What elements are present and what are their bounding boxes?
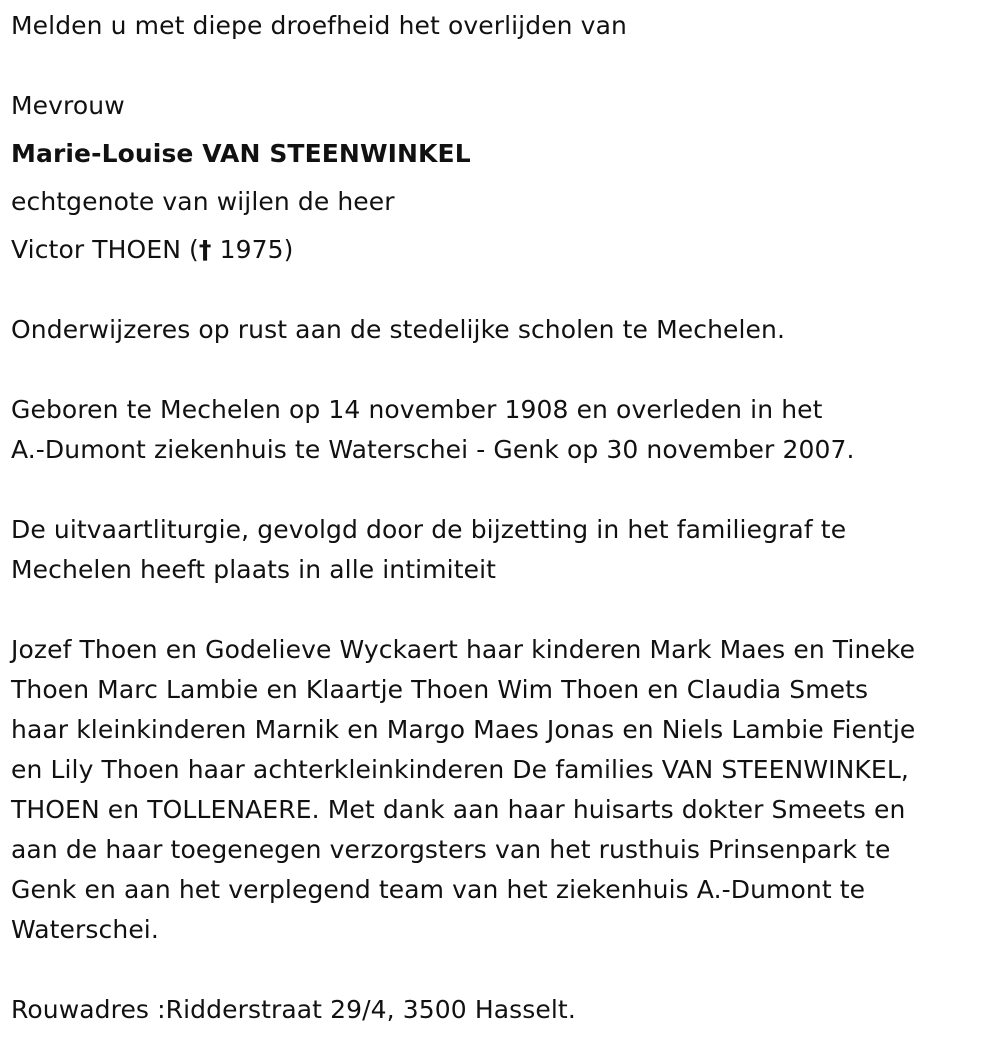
title-text: Mevrouw [11,91,125,120]
spouse-year: 1975) [211,235,294,264]
intro-text: Melden u met diepe droefheid het overlijden van [11,11,627,40]
cross-icon: † [198,235,212,264]
birth-death-line-2: A.-Dumont ziekenhuis te Waterschei - Genk op 30 november 2007. [11,435,855,464]
family-line-2: Thoen Marc Lambie en Klaartje Thoen Wim Thoen en Claudia Smets [11,675,869,704]
spouse-name: Victor THOEN ( [11,235,199,264]
occupation-text: Onderwijzeres op rust aan de stedelijke scholen te Mechelen. [11,315,786,344]
spouse-name-line [11,230,293,270]
family-line-4: en Lily Thoen haar achterkleinkinderen De families VAN STEENWINKEL, [11,755,909,784]
family-line-6: aan de haar toegenegen verzorgsters van het rusthuis Prinsenpark te [11,835,891,864]
family-line-1: Jozef Thoen en Godelieve Wyckaert haar kinderen Mark Maes en Tineke [11,635,916,664]
birth-death-line-1: Geboren te Mechelen op 14 november 1908 en overleden in het [11,395,823,424]
deceased-name: Marie-Louise VAN STEENWINKEL [11,139,471,168]
family-line-7: Genk en aan het verplegend team van het ziekenhuis A.-Dumont te [11,875,866,904]
address-text: Rouwadres :Ridderstraat 29/4, 3500 Hasselt. [11,995,576,1024]
spouse-line: echtgenote van wijlen de heer [11,187,395,216]
funeral-line-1: De uitvaartliturgie, gevolgd door de bijzetting in het familiegraf te [11,515,847,544]
family-line-5: THOEN en TOLLENAERE. Met dank aan haar huisarts dokter Smeets en [11,795,906,824]
funeral-line-2: Mechelen heeft plaats in alle intimiteit [11,555,497,584]
family-line-3: haar kleinkinderen Marnik en Margo Maes Jonas en Niels Lambie Fientje [11,715,916,744]
family-line-8: Waterschei. [11,915,159,944]
